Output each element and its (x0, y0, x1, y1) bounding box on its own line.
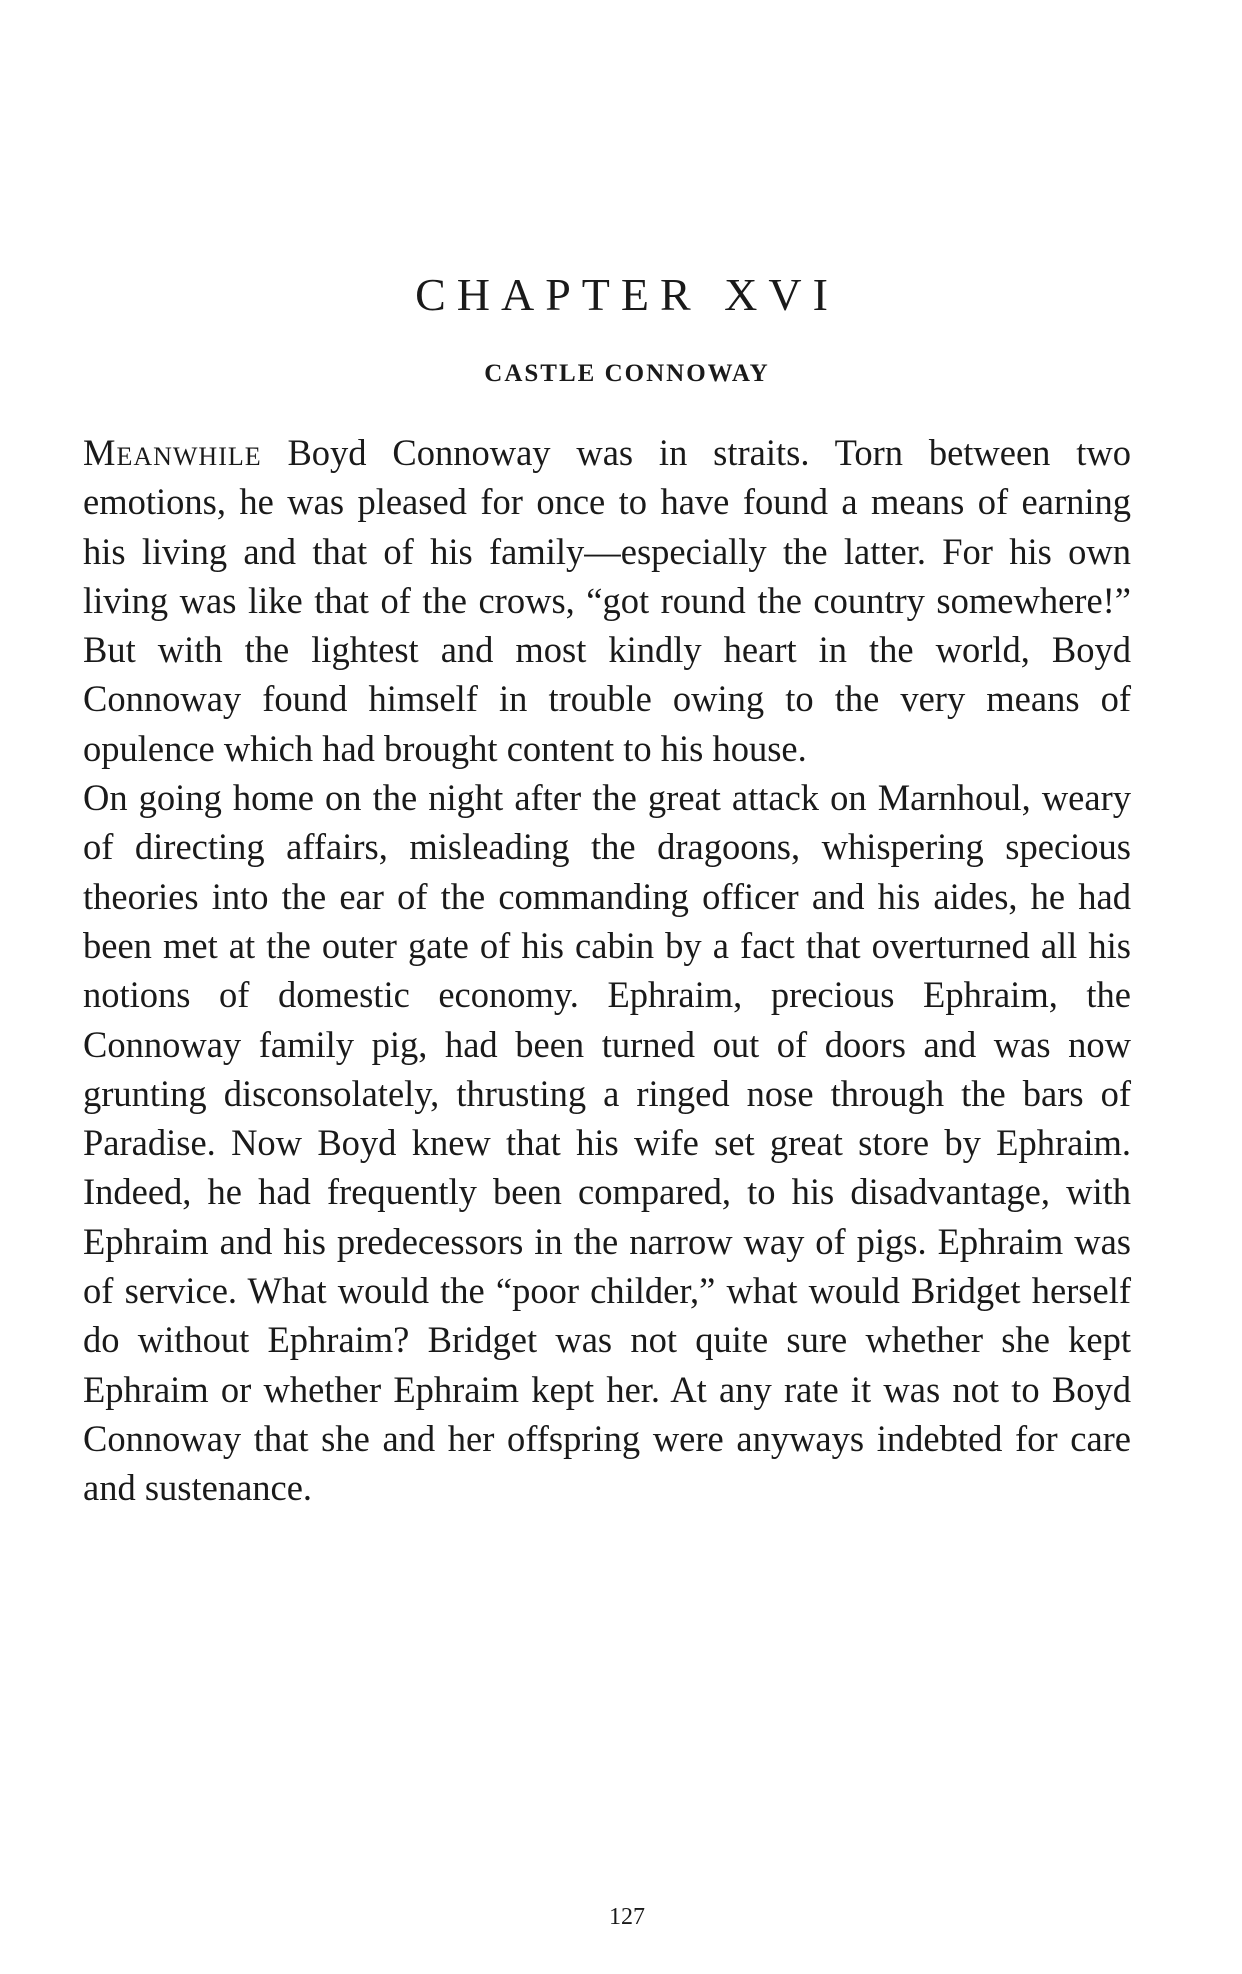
paragraph-text: Boyd Connoway was in straits. Torn between two emotions, he was pleased for once to have found a means of earning his living and that of his family—especially the latter. For his own living was like that of the crows, “got round the country somewhere!” But with the lightest and most kindly heart in the world, Boyd Connoway found himself in trouble owing to the very means of opulence which had brought content to his house. (83, 432, 1131, 769)
page-number: 127 (609, 1904, 645, 1930)
paragraph-text: On going home on the night after the great attack on Marnhoul, weary of directing affairs, misleading the dragoons, whispering specious theories into the ear of the commanding officer and his aides, he had been met at the outer gate of his cabin by a fact that overturned all his notions of domestic economy. Ephraim, precious Ephraim, the Connoway family pig, had been turned out of doors and was now grunting disconsolately, thrusting a ringed nose through the bars of Paradise. Now Boyd knew that his wife set great store by Ephraim. Indeed, he had frequently been compared, to his disadvantage, with Ephraim and his predecessors in the narrow way of pigs. Ephraim was of service. What would the “poor childer,” what would Bridget herself do without Ephraim? Bridget was not quite sure whether she kept Ephraim or whether Ephraim kept her. At any rate it was not to Boyd Connoway that she and her offspring were anyways indebted for care and sustenance. (83, 777, 1131, 1509)
paragraph-lead-word: Meanwhile (83, 432, 262, 473)
chapter-title: CHAPTER XVI (415, 269, 839, 320)
body-text (83, 428, 1131, 1513)
chapter-subtitle: CASTLE CONNOWAY (484, 360, 770, 387)
paragraph-1 (83, 428, 1131, 773)
paragraph-2 (83, 773, 1131, 1512)
